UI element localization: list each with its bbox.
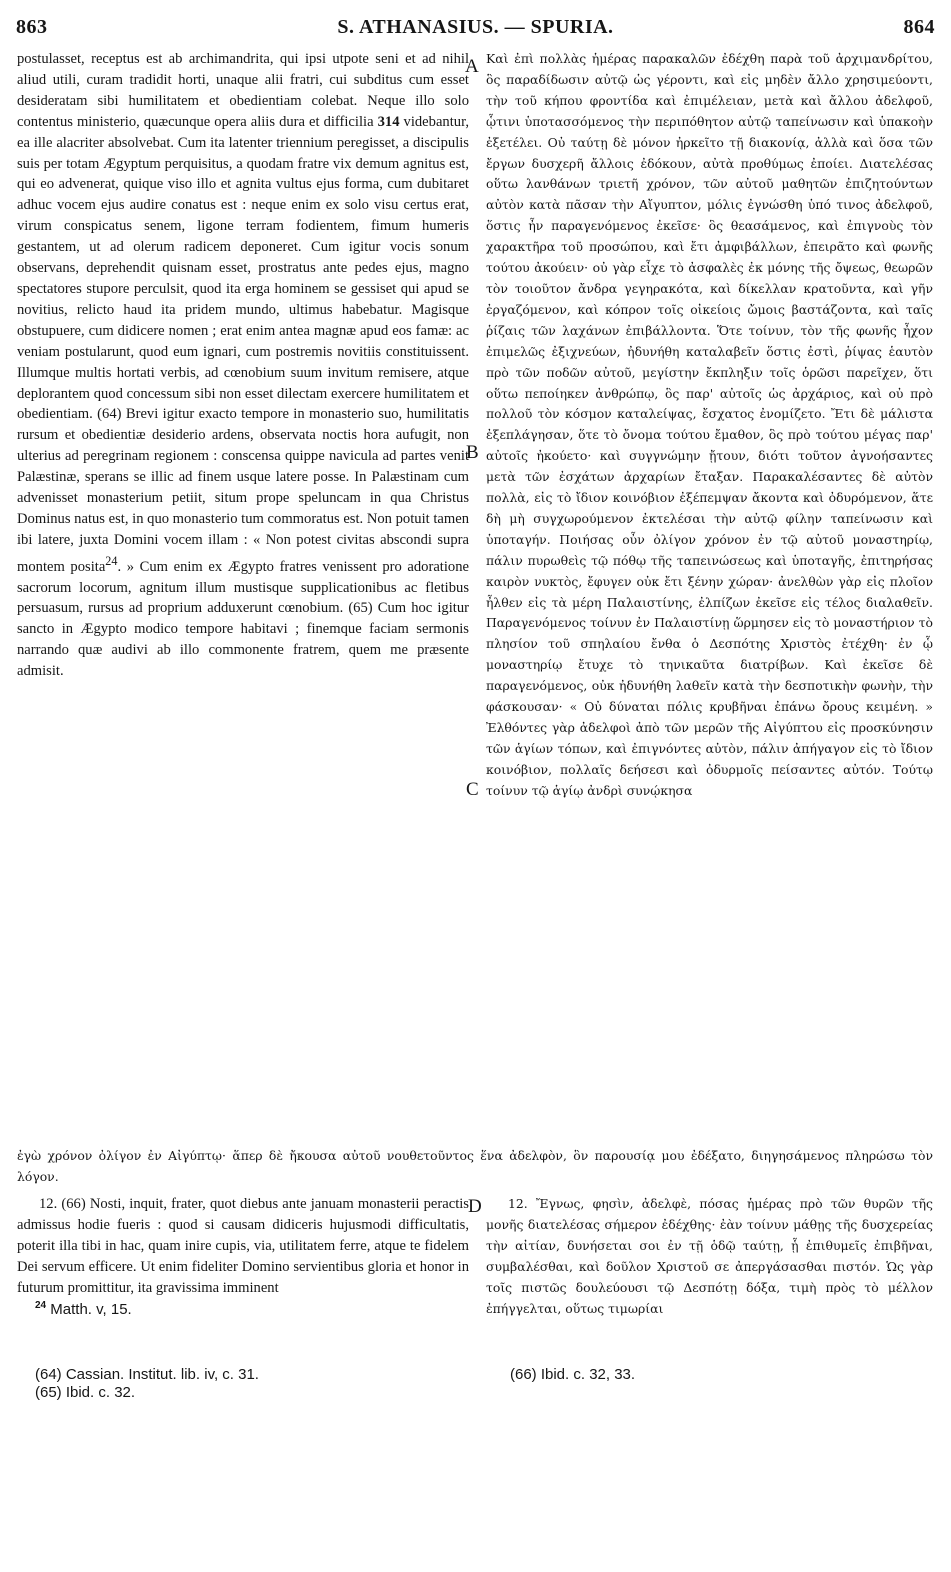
greek-section-12 bbox=[486, 1194, 933, 1319]
source-note: (64) Cassian. Institut. lib. iv, c. 31. bbox=[35, 1366, 259, 1383]
greek-spanning-line: ἐγὼ χρόνον ὀλίγον ἐν Αἰγύπτῳ· ἅπερ δὲ ἤκουσα αὐτοῦ νουθετοῦντος ἕνα ἀδελφὸν, ὃν παρουσίᾳ μου ἐδέξατο, διηγησάμενος πληρώσω τὸν λόγον. bbox=[17, 1148, 933, 1184]
scripture-footnote bbox=[35, 1300, 132, 1318]
margin-marker-b: B bbox=[466, 442, 479, 463]
left-page-number: 863 bbox=[16, 16, 48, 38]
latin-text-part-1: postulasset, receptus est ab archimandrita, qui ipsi utpote seni et ad nihil aliud utili, curam tradidit horti, unaque alii fratri, cui subditus cum esset desideratam sibi humilitatem et obedientiam colebat. Neque illo solo contentus ministerio, quæcunque opera aliis dura et difficilia bbox=[17, 51, 469, 130]
footnote-ref: 24 bbox=[105, 553, 118, 568]
source-notes-left bbox=[35, 1366, 259, 1402]
footnote-text: Matth. v, 15. bbox=[50, 1301, 132, 1318]
footnote-number: 24 bbox=[35, 1300, 47, 1311]
latin-paragraph-12: 12. (66) Nosti, inquit, frater, quot diebus ante januam monasterii peractis admissus hodie fueris : quod si causam didiceris hujusmodi difficultatis, poterit illa tibi in hac, quam inire cupis, via, utilitatem ferre, atque te fidelem Dei servum efficere. Ut enim fideliter Domino servientibus gloria et honor in futurum promittitur, ita gravissima imminent bbox=[17, 1196, 469, 1296]
column-number-314: 314 bbox=[377, 113, 400, 130]
source-note: (66) Ibid. c. 32, 33. bbox=[510, 1366, 636, 1383]
running-title: S. ATHANASIUS. — SPURIA. bbox=[337, 16, 614, 38]
latin-text-part-2: videbantur, ea ille alacriter absolvebat. Cum ita latenter triennium peregisset, a discipulis suis per totam Ægyptum perquisitus, a quodam fratre vix demum agnitus est, qui eo advenerat, quique viso illo et agnita vultus ejus forma, cum dubitaret adhuc vocem ejus audire conatus est : neque enim ex solo visu certus erat, virum conspicatus senem, ligone terram fodientem, fimum humeris gestantem, ut ad olerum radicem deponeret. Cum igitur vocis sonum observans, deprehendit quisnam esset, prostratus ante pedes ejus, magno spectatores stupore perculsit, quod ita erga hominem se gessiset qui apud se novitius, relicto haud ita pridem mundo, ultimus habebatur. Magisque obstupuere, cum didicere nomen ; erat enim antea magnæ apud eos famæ: ac veniam postularunt, quod eum ignari, cum postremis novitiis constituissent. Illumque multis hortati verbis, ad cœnobium suum invitum remisere, atque deplorantem quod concessum sibi non esset dilectam exercere humilitatem et obedientiam. (64) Brevi igitur exacto tempore in monasterio suo, humilitatis rursum et obedientiæ desiderio ardens, observata noctis hora aufugit, non ulterius ad peregrinam regionem : conscensa quippe navicula ad partes venit Palæstinæ, sperans se illic ad finem usque latere posse. In Palæstinam cum advenisset monasterium petiit, situm prope speluncam in qua Christus Dominus natus est, in quo monasterio tum commoratus est. Non potuit tamen ibi latere, juxta Domini vocem illam : « Non potest civitas abscondi supra montem posita bbox=[17, 113, 469, 575]
margin-marker-a: A bbox=[465, 56, 479, 77]
greek-paragraph-12: 12. Ἔγνως, φησὶν, ἀδελφὲ, πόσας ἡμέρας πρὸ τῶν θυρῶν τῆς μονῆς διατελέσας σήμερον ἐδέχθης· ἐὰν τοίνυν μάθῃς τῆς δυσχερείας τὴν αἰτίαν, δυνήσεται σοι ἐν τῇ ὁδῷ ταύτῃ, ᾗ ἐπιθυμεῖς ἐπιβῆναι, συμβαλέσθαι, καὶ δοῦλον Χριστοῦ σε ἀπεργάσασθαι πιστόν. Ὡς γὰρ τοῖς πιστῶς δουλεύουσι τῷ Δεσπότῃ δόξα, τιμὴ πρὸς τὸ μέλλον ἐπήγγελται, οὕτως τιμωρίαι bbox=[486, 1196, 933, 1316]
latin-column bbox=[17, 49, 469, 682]
greek-column bbox=[486, 49, 933, 802]
margin-marker-d: D bbox=[468, 1196, 482, 1217]
page-header bbox=[16, 16, 935, 46]
latin-text-part-3: . » Cum enim ex Ægypto fratres venissent pro adoratione sacrorum locorum, agnitum illum mustisque supplicationibus ac fletibus persuasum, rursus ad proprium adduxerunt cœnobium. (65) Cum hoc igitur sancto in Ægypto modico tempore habitavi ; finemque faciam sermonis narrando quæ audivi ab illo commonente fratrem, quem me præsente admisit. bbox=[17, 558, 469, 680]
right-page-number: 864 bbox=[903, 16, 935, 38]
greek-paragraph: Καὶ ἐπὶ πολλὰς ἡμέρας παρακαλῶν ἐδέχθη παρὰ τοῦ ἀρχιμανδρίτου, ὃς παραδίδωσιν αὐτῷ ὡς γέροντι, καὶ εἰς μηδὲν ἄλλο χρησιμεύοντι, τὴν τοῦ κήπου φροντίδα καὶ ἐπιμέλειαν, μετὰ καὶ ἄλλου ἀδελφοῦ, ᾧτινι ὑποτασσόμενος τὴν περιπόθητον αὐτῷ ταπείνωσιν καὶ ὑπακοὴν ἐξετέλει. Οὐ ταύτῃ δὲ μόνον ἠρκεῖτο τῇ διακονίᾳ, ἀλλὰ καὶ ὅσα τῶν ἔργων δυσχερῆ ἄλλοις ἐδόκουν, αὐτὰ προθύμως ἐποίει. Διατελέσας οὕτω λανθάνων τριετῆ χρόνον, τῶν αὐτοῦ μαθητῶν ἐπιζητούντων αὐτὸν κατὰ πᾶσαν τὴν Αἴγυπτον, μόλις ἐγνώσθη ὑπό τινος ἀδελφοῦ, ὅστις ἦν παραγενόμενος ἐκεῖσε· ὃς θεασάμενος, καὶ ἐπιγνοὺς τὸν χαρακτῆρα τοῦ προσώπου, καὶ ἔτι ἀμφιβάλλων, ἐπειρᾶτο καὶ φωνῆς τούτου ἀκούειν· οὐ γὰρ εἶχε τὸ ἀσφαλὲς ἐκ μόνης τῆς ὄψεως, θεωρῶν τὸν τοιοῦτον ἄνδρα γεγηρακότα, καὶ δίκελλαν κρατοῦντα, καὶ γῆν ἐργαζόμενον, καὶ κόπρον τοῖς οἰκείοις ὤμοις βαστάζοντα, καὶ ταῖς ῥίζαις τῶν λαχάνων ἐπιβάλλοντα. Ὅτε τοίνυν, τὸν τῆς φωνῆς ἦχον ἐπιμελῶς ἐξιχνεύων, ἠδυνήθη καταλαβεῖν ὅστις ἐστὶ, ῥίψας ἑαυτὸν πρὸ τῶν ποδῶν αὐτοῦ, μεγίστην ἔκπληξιν τοῖς ὁρῶσι παρεῖχεν, ὅτι οὕτω πεποίηκεν ἀνθρώπῳ, ὃς παρ' αὐτοῖς ὡς ἀρχάριος, καὶ οὐ πρὸ πολλοῦ τὸν κόσμον καταλείψας, ἔσχατος ἐνομίζετο. Ἔτι δὲ μάλιστα ἐξεπλάγησαν, ὅτε τὸ ὄνομα τούτου ἔμαθον, ὃς πρὸ τούτου μέγας παρ' αὐτοῖς ἠκούετο· καὶ συγγνώμην ᾔτουν, διότι τοῦτον ἀγνοήσαντες μετὰ τῶν ἐσχάτων ἀρχαρίων ἔταξαν. Παρακαλέσαντες δὲ αὐτὸν πολλὰ, εἰς τὸ ἴδιον κοινόβιον ἐξέπεμψαν ἄκοντα καὶ ὀδυρόμενον, ἅτε δὴ μὴ συγχωρούμενον ἐκτελέσαι τὴν αὐτῷ φίλην ταπείνωσιν καὶ ὑποταγήν. Ποιήσας οὖν ὀλίγον χρόνον ἐν τῷ αὐτοῦ μοναστηρίῳ, πάλιν πυρωθεὶς τῷ πόθῳ τῆς ταπεινώσεως καὶ ὑποταγῆς, ἐπιτηρήσας καιρὸν νυκτὸς, ἔφυγεν οὐκ ἔτι ξένην χώραν· ἀνελθὼν γὰρ εἰς πλοῖον ἦλθεν εἰς τὰ μέρη Παλαιστίνης, ἐλπίζων ἐκεῖσε εἰς τέλος διαλαθεῖν. Παραγενόμενος τοίνυν ἐν Παλαιστίνῃ ὥρμησεν εἰς τὸ μοναστήριον τὸ πλησίον τοῦ σπηλαίου ἔνθα ὁ Δεσπότης Χριστὸς ἐτέχθη· ἐν ᾧ μοναστηρίῳ ἔτυχε τὸ τηνικαῦτα διατρίβων. Καὶ ἐκεῖσε δὲ παραγενόμενος, οὐκ ἠδυνήθη λαθεῖν κατὰ τὴν δεσποτικὴν φωνὴν, τὴν φάσκουσαν· « Οὐ δύναται πόλις κρυβῆναι ἐπάνω ὄρους κειμένη. » Ἐλθόντες γὰρ ἀδελφοὶ ἀπὸ τῶν μερῶν τῆς Αἰγύπτου εἰς προσκύνησιν τῶν ἁγίων τόπων, καὶ ἐπιγνόντες αὐτὸν, πάλιν ἀπήγαγον εἰς τὸ ἴδιον κοινόβιον, πολλαῖς δεήσεσι καὶ ὀδυρμοῖς πείσαντες αὐτόν. Τούτῳ τοίνυν τῷ ἁγίῳ ἀνδρὶ συνῴκησα bbox=[486, 51, 933, 798]
latin-paragraph bbox=[17, 49, 469, 682]
source-note: (65) Ibid. c. 32. bbox=[35, 1384, 136, 1401]
source-notes-right bbox=[510, 1366, 635, 1384]
latin-section-12 bbox=[17, 1194, 469, 1299]
margin-marker-c: C bbox=[466, 779, 479, 800]
